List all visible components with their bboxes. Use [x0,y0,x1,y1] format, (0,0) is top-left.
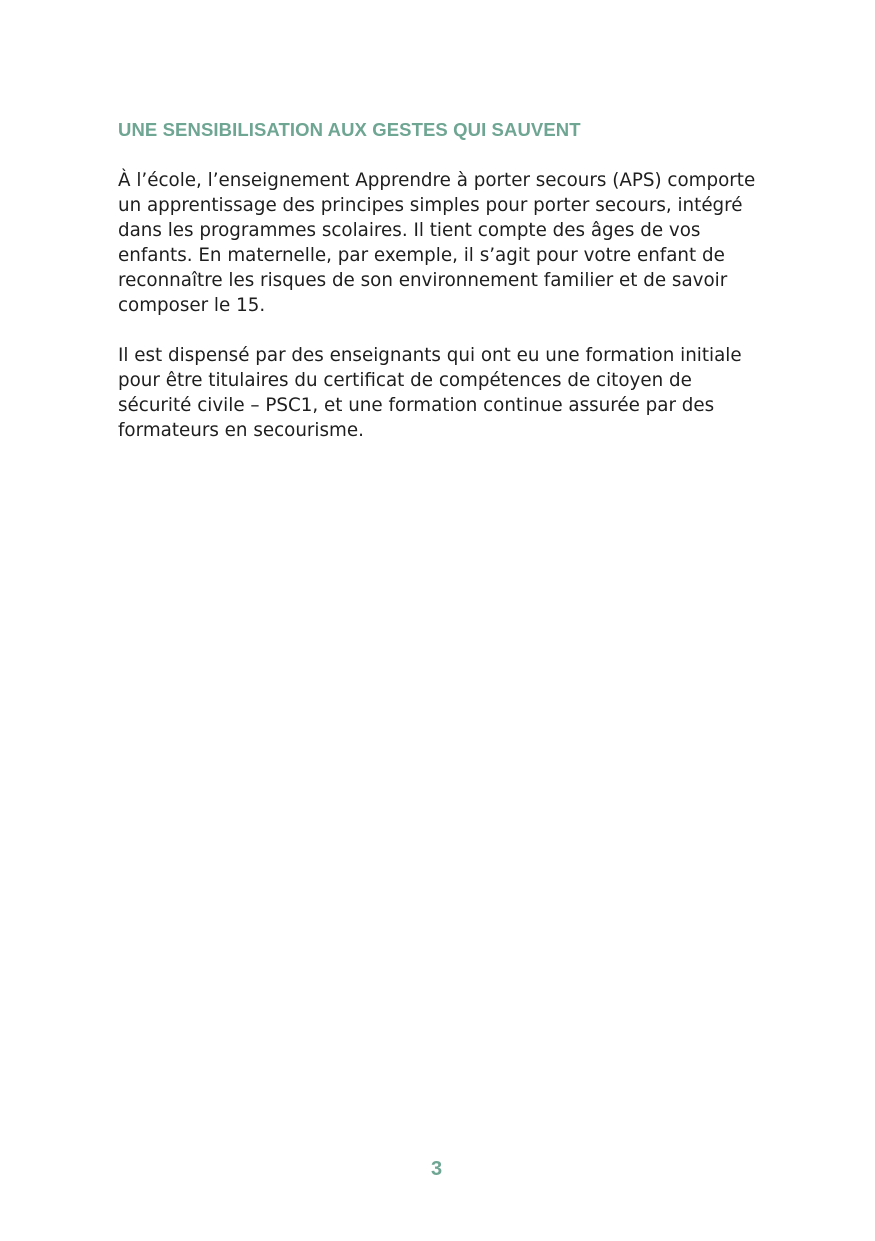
body-paragraph-aps: À l’école, l’enseignement Apprendre à porter secours (APS) comporte un apprentissage des principes simples pour porter secours, intégré dans les programmes scolaires. Il tient compte des âges de vos enfants. En maternelle, par exemple, il s’agit pour votre enfant de reconnaître les risques de son environnement familier et de savoir composer le 15. [118,170,756,316]
section-heading: UNE SENSIBILISATION AUX GESTES QUI SAUVENT [118,119,581,140]
page-number: 3 [430,1158,443,1180]
body-paragraph-training: Il est dispensé par des enseignants qui ont eu une formation initiale pour être titulaires du certificat de compétences de citoyen de sécurité civile – PSC1, et une formation continue assurée par des formateurs en secourisme. [118,345,742,441]
